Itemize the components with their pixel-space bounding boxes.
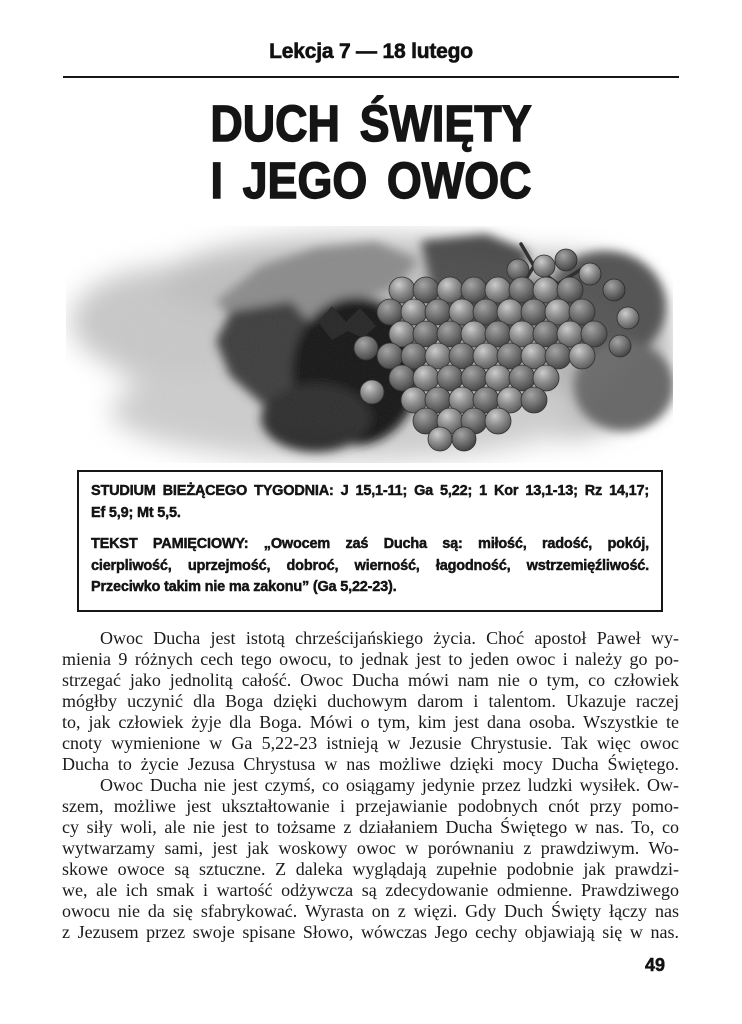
text-line: Ef 5,9; Mt 5,5. <box>91 504 181 521</box>
lesson-header: Lekcja 7 — 18 lutego <box>269 40 473 63</box>
paragraph-1 <box>62 628 679 775</box>
text-line: wytwarzamy sami, jest jak woskowy owoc w porównaniu z prawdziwym. Wo- <box>62 838 679 858</box>
text-line: cierpliwość, uprzejmość, dobroć, wierność, łagodność, wstrzemięźliwość. <box>91 557 649 574</box>
title-line-1: DUCH ŚWIĘTY <box>210 95 532 152</box>
text-line: Owoc Ducha nie jest czymś, co osiągamy jedynie przez ludzki wysiłek. Ow- <box>100 775 679 795</box>
paragraph-2 <box>62 775 679 943</box>
body-text <box>62 628 679 943</box>
page-title <box>63 95 679 209</box>
text-line: to, jak człowiek żyje dla Boga. Mówi o tym, kim jest dana osoba. Wszystkie te <box>62 712 679 732</box>
text-line: we, ale ich smak i wartość odżywcza są zdecydowanie odmienne. Prawdziwego <box>62 880 679 900</box>
text-line: Owoc Ducha jest istotą chrześcijańskiego życia. Choć apostoł Paweł wy- <box>100 628 679 648</box>
text-line: skowe owoce są sztuczne. Z daleka wyglądają zupełnie podobnie jak prawdzi- <box>62 859 679 879</box>
text-line: Przeciwko takim nie ma zakonu” (Ga 5,22-23). <box>91 579 397 595</box>
title-line-2: I JEGO OWOC <box>210 152 532 209</box>
text-line: strzegać jako jednolitą całość. Owoc Ducha mówi nam nie o tym, co człowiek <box>62 670 679 690</box>
header-rule <box>63 76 679 78</box>
grapes-engraving-image <box>66 226 673 463</box>
text-line: z Jezusem przez swoje spisane Słowo, wówczas Jego cechy objawiają się w nas. <box>62 922 679 942</box>
text-line: cnoty wymienione w Ga 5,22-23 istnieją w Jezusie Chrystusie. Tak więc owoc <box>62 733 679 753</box>
page-number: 49 <box>644 955 665 975</box>
text-line: mógłby uczynić dla Boga dzięki duchowym darom i talentom. Ukazuje raczej <box>62 691 679 711</box>
text-line: owocu nie da się sfabrykować. Wyrasta on z więzi. Gdy Duch Święty łączy nas <box>62 901 679 921</box>
text-line: STUDIUM BIEŻĄCEGO TYGODNIA: J 15,1-11; Ga 5,22; 1 Kor 13,1-13; Rz 14,17; <box>91 483 649 499</box>
study-box <box>77 470 663 612</box>
text-line: TEKST PAMIĘCIOWY: „Owocem zaś Ducha są: miłość, radość, pokój, <box>91 536 649 552</box>
weekly-study-text <box>91 481 649 524</box>
memory-verse-text <box>91 534 649 599</box>
text-line: szem, możliwe jest ukształtowanie i przejawianie podobnych cnót przy pomo- <box>62 796 679 816</box>
text-line: mienia 9 różnych cech tego owocu, to jednak jest to jeden owoc i należy go po- <box>62 649 679 669</box>
grapes-illustration <box>66 226 673 463</box>
text-line: cy siły woli, ale nie jest to tożsame z działaniem Ducha Świętego w nas. To, co <box>62 817 679 837</box>
text-line: Ducha to życie Jezusa Chrystusa w nas możliwe dzięki mocy Ducha Świętego. <box>62 754 679 774</box>
